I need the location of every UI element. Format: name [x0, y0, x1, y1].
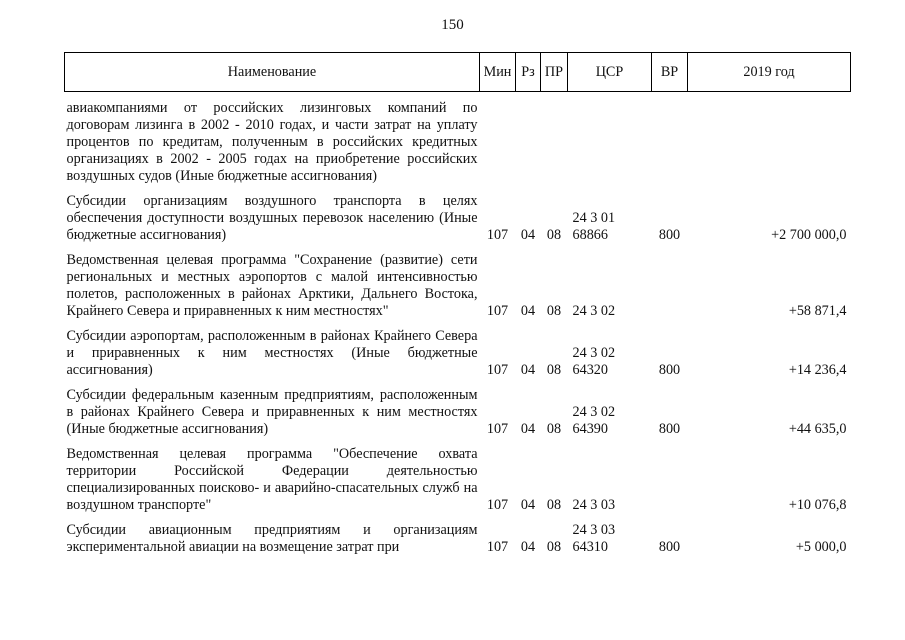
row-name: Субсидии организациям воздушного транспорта в целях обеспечения доступности воздушных перевозок населению (Иные бюджетные ассигнования) — [66, 193, 478, 243]
header-pr: ПР — [541, 53, 568, 92]
row-name: авиакомпаниями от российских лизинговых компаний по договорам лизинга в 2002 - 2010 годах, и части затрат на уплату процентов по кредитам, полученным в российских кредитных организациях в 2002 - 2005 годах на приобретение российских воздушных судов (Иные бюджетные ассигнования) — [66, 100, 478, 184]
row-pr: 08 — [546, 227, 562, 243]
row-pr: 08 — [546, 303, 562, 319]
row-name: Субсидии федеральным казенным предприятиям, расположенным в районах Крайнего Севера и приравненных к ним местностях (Иные бюджетные ассигнования) — [66, 387, 478, 437]
row-amount: +14 236,4 — [788, 362, 847, 378]
row-pr — [541, 92, 568, 194]
row-vr: 800 — [658, 362, 681, 378]
page-number: 150 — [441, 17, 464, 33]
row-csr — [568, 92, 652, 194]
row-name: Ведомственная целевая программа "Обеспечение охвата территории Российской Федерации деятельностью специализированных поисково- и аварийно-спасательных служб на воздушном транспорте" — [66, 446, 478, 513]
row-min: 107 — [486, 303, 509, 319]
row-name: Субсидии авиационным предприятиям и организациям экспериментальной авиации на возмещение затрат при — [66, 522, 478, 555]
row-csr: 24 3 03 64310 — [572, 522, 616, 555]
row-pr: 08 — [546, 539, 562, 555]
row-rz: 04 — [520, 497, 536, 513]
row-vr — [652, 252, 688, 328]
row-csr: 24 3 02 64320 — [572, 345, 616, 378]
row-rz: 04 — [520, 227, 536, 243]
row-rz: 04 — [520, 362, 536, 378]
row-rz: 04 — [520, 303, 536, 319]
row-name: Ведомственная целевая программа "Сохранение (развитие) сети региональных и местных аэропортов с малой интенсивностью полетов, расположенных в районах Арктики, Дальнего Востока, Крайнего Севера и приравненных к ним местностях" — [66, 252, 478, 319]
row-amount: +10 076,8 — [788, 497, 847, 513]
row-pr: 08 — [546, 497, 562, 513]
row-rz — [516, 92, 541, 194]
table-row — [65, 252, 851, 328]
header-row — [65, 53, 851, 92]
header-year: 2019 год — [688, 53, 851, 92]
table-row — [65, 522, 851, 556]
row-min: 107 — [486, 539, 509, 555]
row-amount: +2 700 000,0 — [771, 227, 847, 243]
header-name: Наименование — [65, 53, 480, 92]
row-vr: 800 — [658, 227, 681, 243]
table-row — [65, 92, 851, 194]
table-row — [65, 387, 851, 446]
row-vr — [652, 92, 688, 194]
table-row — [65, 328, 851, 387]
row-pr: 08 — [546, 362, 562, 378]
row-amount: +58 871,4 — [788, 303, 847, 319]
row-csr: 24 3 03 — [572, 497, 616, 513]
row-pr: 08 — [546, 421, 562, 437]
budget-table — [64, 52, 851, 556]
row-min: 107 — [486, 362, 509, 378]
row-min — [480, 92, 516, 194]
header-vr: ВР — [652, 53, 688, 92]
row-min: 107 — [486, 421, 509, 437]
row-rz: 04 — [520, 539, 536, 555]
table-row — [65, 193, 851, 252]
header-min: Мин — [480, 53, 516, 92]
row-vr: 800 — [658, 539, 681, 555]
row-csr: 24 3 02 — [572, 303, 616, 319]
row-name: Субсидии аэропортам, расположенным в районах Крайнего Севера и приравненных к ним местностях (Иные бюджетные ассигнования) — [66, 328, 478, 378]
table-row — [65, 446, 851, 522]
row-vr — [652, 446, 688, 522]
row-csr: 24 3 01 68866 — [572, 210, 616, 243]
row-amount — [688, 92, 851, 194]
row-min: 107 — [486, 227, 509, 243]
header-rz: Рз — [516, 53, 541, 92]
row-rz: 04 — [520, 421, 536, 437]
row-amount: +5 000,0 — [795, 539, 847, 555]
header-csr: ЦСР — [568, 53, 652, 92]
row-amount: +44 635,0 — [788, 421, 847, 437]
row-csr: 24 3 02 64390 — [572, 404, 616, 437]
row-vr: 800 — [658, 421, 681, 437]
row-min: 107 — [486, 497, 509, 513]
